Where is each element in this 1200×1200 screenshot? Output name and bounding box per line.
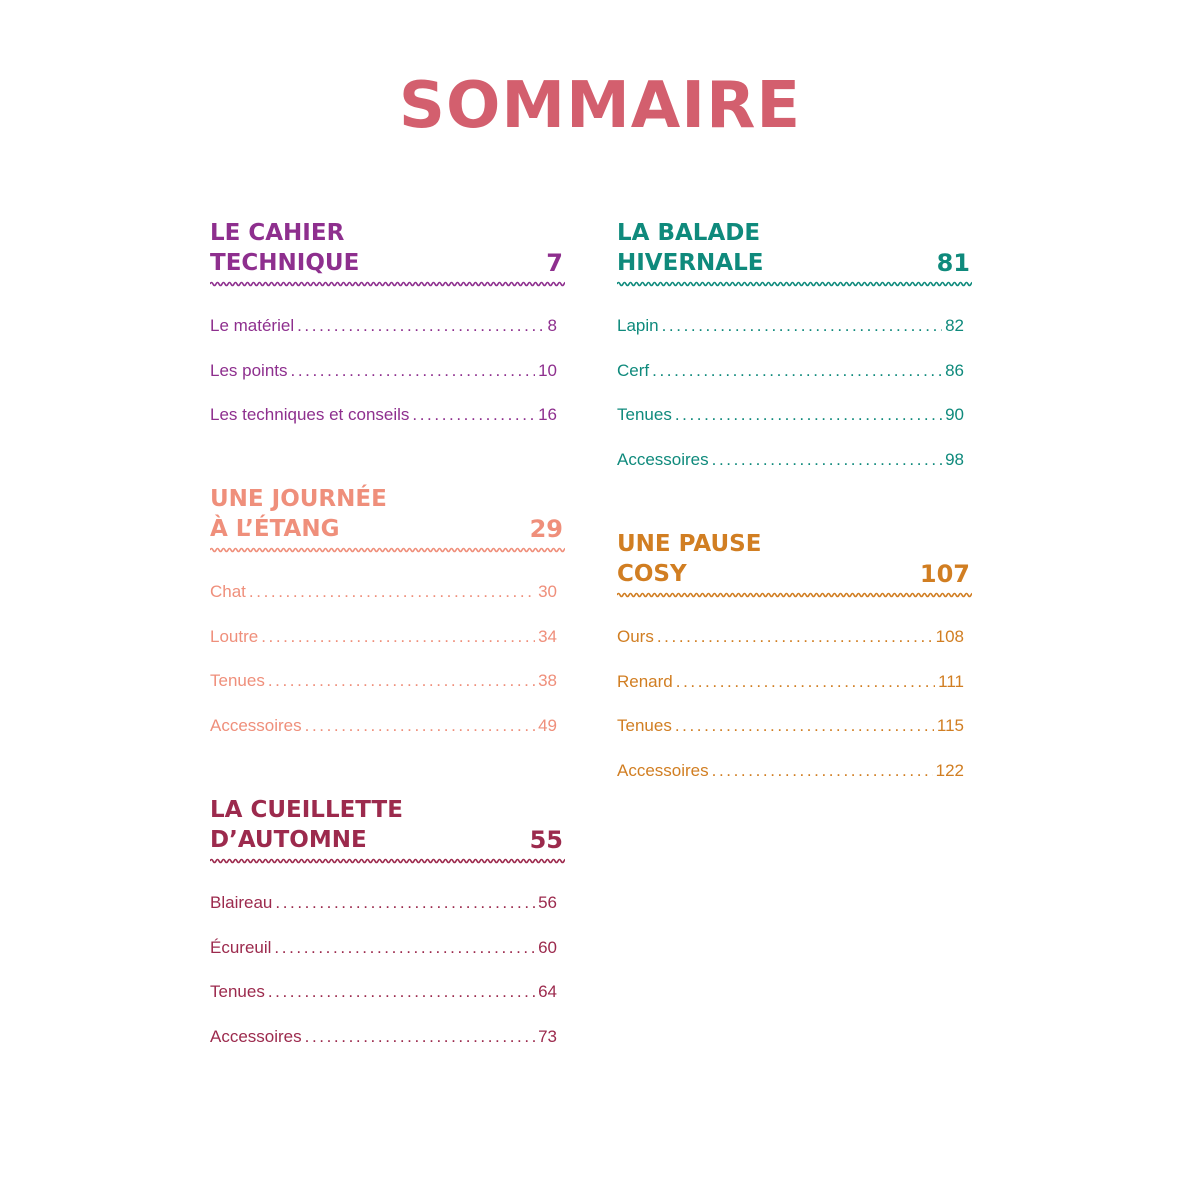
section-title: LA BALADE HIVERNALE — [617, 220, 764, 276]
entry-label: Lapin — [617, 316, 659, 335]
dot-leader — [712, 757, 933, 785]
section-page-number: 81 — [936, 249, 970, 277]
entry-label: Chat — [210, 582, 246, 601]
wavy-divider — [210, 280, 565, 288]
dot-leader — [675, 401, 942, 429]
entry-page-number: 8 — [547, 316, 557, 335]
entry-page-number: 64 — [538, 982, 557, 1001]
section-heading[interactable] — [617, 527, 972, 593]
entry-label: Accessoires — [617, 449, 709, 469]
wavy-divider — [617, 280, 972, 288]
dot-leader — [662, 312, 942, 340]
entry-label: Loutre — [210, 626, 259, 646]
section-page-number: 29 — [529, 515, 563, 543]
dot-leader — [305, 712, 535, 740]
dot-leader — [261, 623, 535, 651]
entry-label: Accessoires — [617, 760, 709, 780]
toc-entry[interactable] — [617, 401, 964, 446]
page-title: SOMMAIRE — [398, 69, 802, 143]
entry-label: Accessoires — [210, 715, 302, 735]
entry-list — [617, 312, 964, 490]
entry-page-number: 86 — [945, 360, 964, 380]
wavy-divider — [617, 591, 972, 599]
section-cahier-technique — [210, 216, 565, 424]
wavy-divider — [210, 857, 565, 865]
entry-list — [210, 889, 557, 1067]
wavy-divider — [210, 546, 565, 554]
toc-entry[interactable] — [210, 667, 557, 712]
section-title: LA CUEILLETTE D’AUTOMNE — [210, 797, 403, 853]
toc-entry[interactable] — [210, 889, 557, 934]
section-title: UNE PAUSE COSY — [617, 531, 762, 587]
toc-entry[interactable] — [617, 623, 964, 668]
entry-label: Tenues — [210, 982, 265, 1001]
entry-page-number: 34 — [538, 626, 557, 646]
section-page-number: 107 — [919, 560, 970, 588]
entry-page-number: 49 — [538, 715, 557, 735]
toc-entry[interactable] — [210, 401, 557, 446]
entry-page-number: 115 — [936, 716, 964, 735]
entry-label: Écureuil — [210, 937, 272, 957]
entry-label: Tenues — [617, 716, 672, 735]
toc-entry[interactable] — [210, 578, 557, 623]
entry-page-number: 10 — [538, 360, 557, 380]
toc-entry[interactable] — [617, 312, 964, 357]
entry-label: Tenues — [617, 405, 672, 424]
entry-label: Le matériel — [210, 316, 295, 335]
dot-leader — [412, 401, 535, 429]
dot-leader — [712, 446, 942, 474]
section-page-number: 55 — [529, 826, 563, 854]
entry-list — [617, 623, 964, 801]
dot-leader — [675, 712, 934, 740]
section-title: UNE JOURNÉE À L’ÉTANG — [210, 486, 387, 542]
toc-entry[interactable] — [210, 978, 557, 1023]
dot-leader — [274, 934, 535, 962]
entry-page-number: 16 — [538, 405, 557, 424]
section-heading[interactable] — [210, 216, 565, 282]
dot-leader — [676, 668, 935, 696]
entry-label: Renard — [617, 671, 673, 691]
entry-page-number: 111 — [938, 671, 964, 691]
dot-leader — [249, 578, 535, 606]
toc-entry[interactable] — [617, 446, 964, 491]
toc-entry[interactable] — [210, 623, 557, 668]
dot-leader — [275, 889, 535, 917]
toc-entry[interactable] — [617, 757, 964, 802]
entry-page-number: 30 — [538, 582, 557, 601]
toc-entry[interactable] — [210, 934, 557, 979]
dot-leader — [297, 312, 544, 340]
toc-entry[interactable] — [617, 712, 964, 757]
toc-entry[interactable] — [210, 357, 557, 402]
dot-leader — [268, 978, 535, 1006]
entry-page-number: 90 — [945, 405, 964, 424]
toc-entry[interactable] — [617, 357, 964, 402]
entry-label: Blaireau — [210, 893, 273, 912]
section-heading[interactable] — [617, 216, 972, 282]
section-title: LE CAHIER TECHNIQUE — [210, 220, 360, 276]
entry-page-number: 82 — [945, 316, 964, 335]
entry-page-number: 108 — [935, 627, 964, 646]
entry-label: Ours — [617, 627, 654, 646]
dot-leader — [305, 1023, 535, 1051]
section-balade-hivernale — [617, 216, 972, 469]
entry-label: Tenues — [210, 671, 265, 690]
section-journee-etang — [210, 482, 565, 735]
entry-list — [210, 578, 557, 756]
entry-page-number: 73 — [538, 1026, 557, 1046]
toc-entry[interactable] — [210, 1023, 557, 1068]
entry-label: Cerf — [617, 360, 650, 380]
dot-leader — [268, 667, 535, 695]
dot-leader — [291, 357, 536, 385]
toc-entry[interactable] — [617, 668, 964, 713]
entry-page-number: 60 — [538, 937, 557, 957]
entry-page-number: 56 — [538, 893, 557, 912]
dot-leader — [657, 623, 933, 651]
section-heading[interactable] — [210, 482, 565, 548]
section-pause-cosy — [617, 527, 972, 780]
toc-entry[interactable] — [210, 712, 557, 757]
entry-page-number: 98 — [945, 449, 964, 469]
entry-label: Les techniques et conseils — [210, 405, 410, 424]
section-cueillette-automne — [210, 793, 565, 1046]
entry-page-number: 38 — [538, 671, 557, 690]
toc-entry[interactable] — [210, 312, 557, 357]
dot-leader — [652, 357, 942, 385]
section-heading[interactable] — [210, 793, 565, 859]
section-page-number: 7 — [546, 249, 563, 277]
entry-page-number: 122 — [935, 760, 964, 780]
entry-label: Les points — [210, 360, 288, 380]
entry-label: Accessoires — [210, 1026, 302, 1046]
entry-list — [210, 312, 557, 446]
